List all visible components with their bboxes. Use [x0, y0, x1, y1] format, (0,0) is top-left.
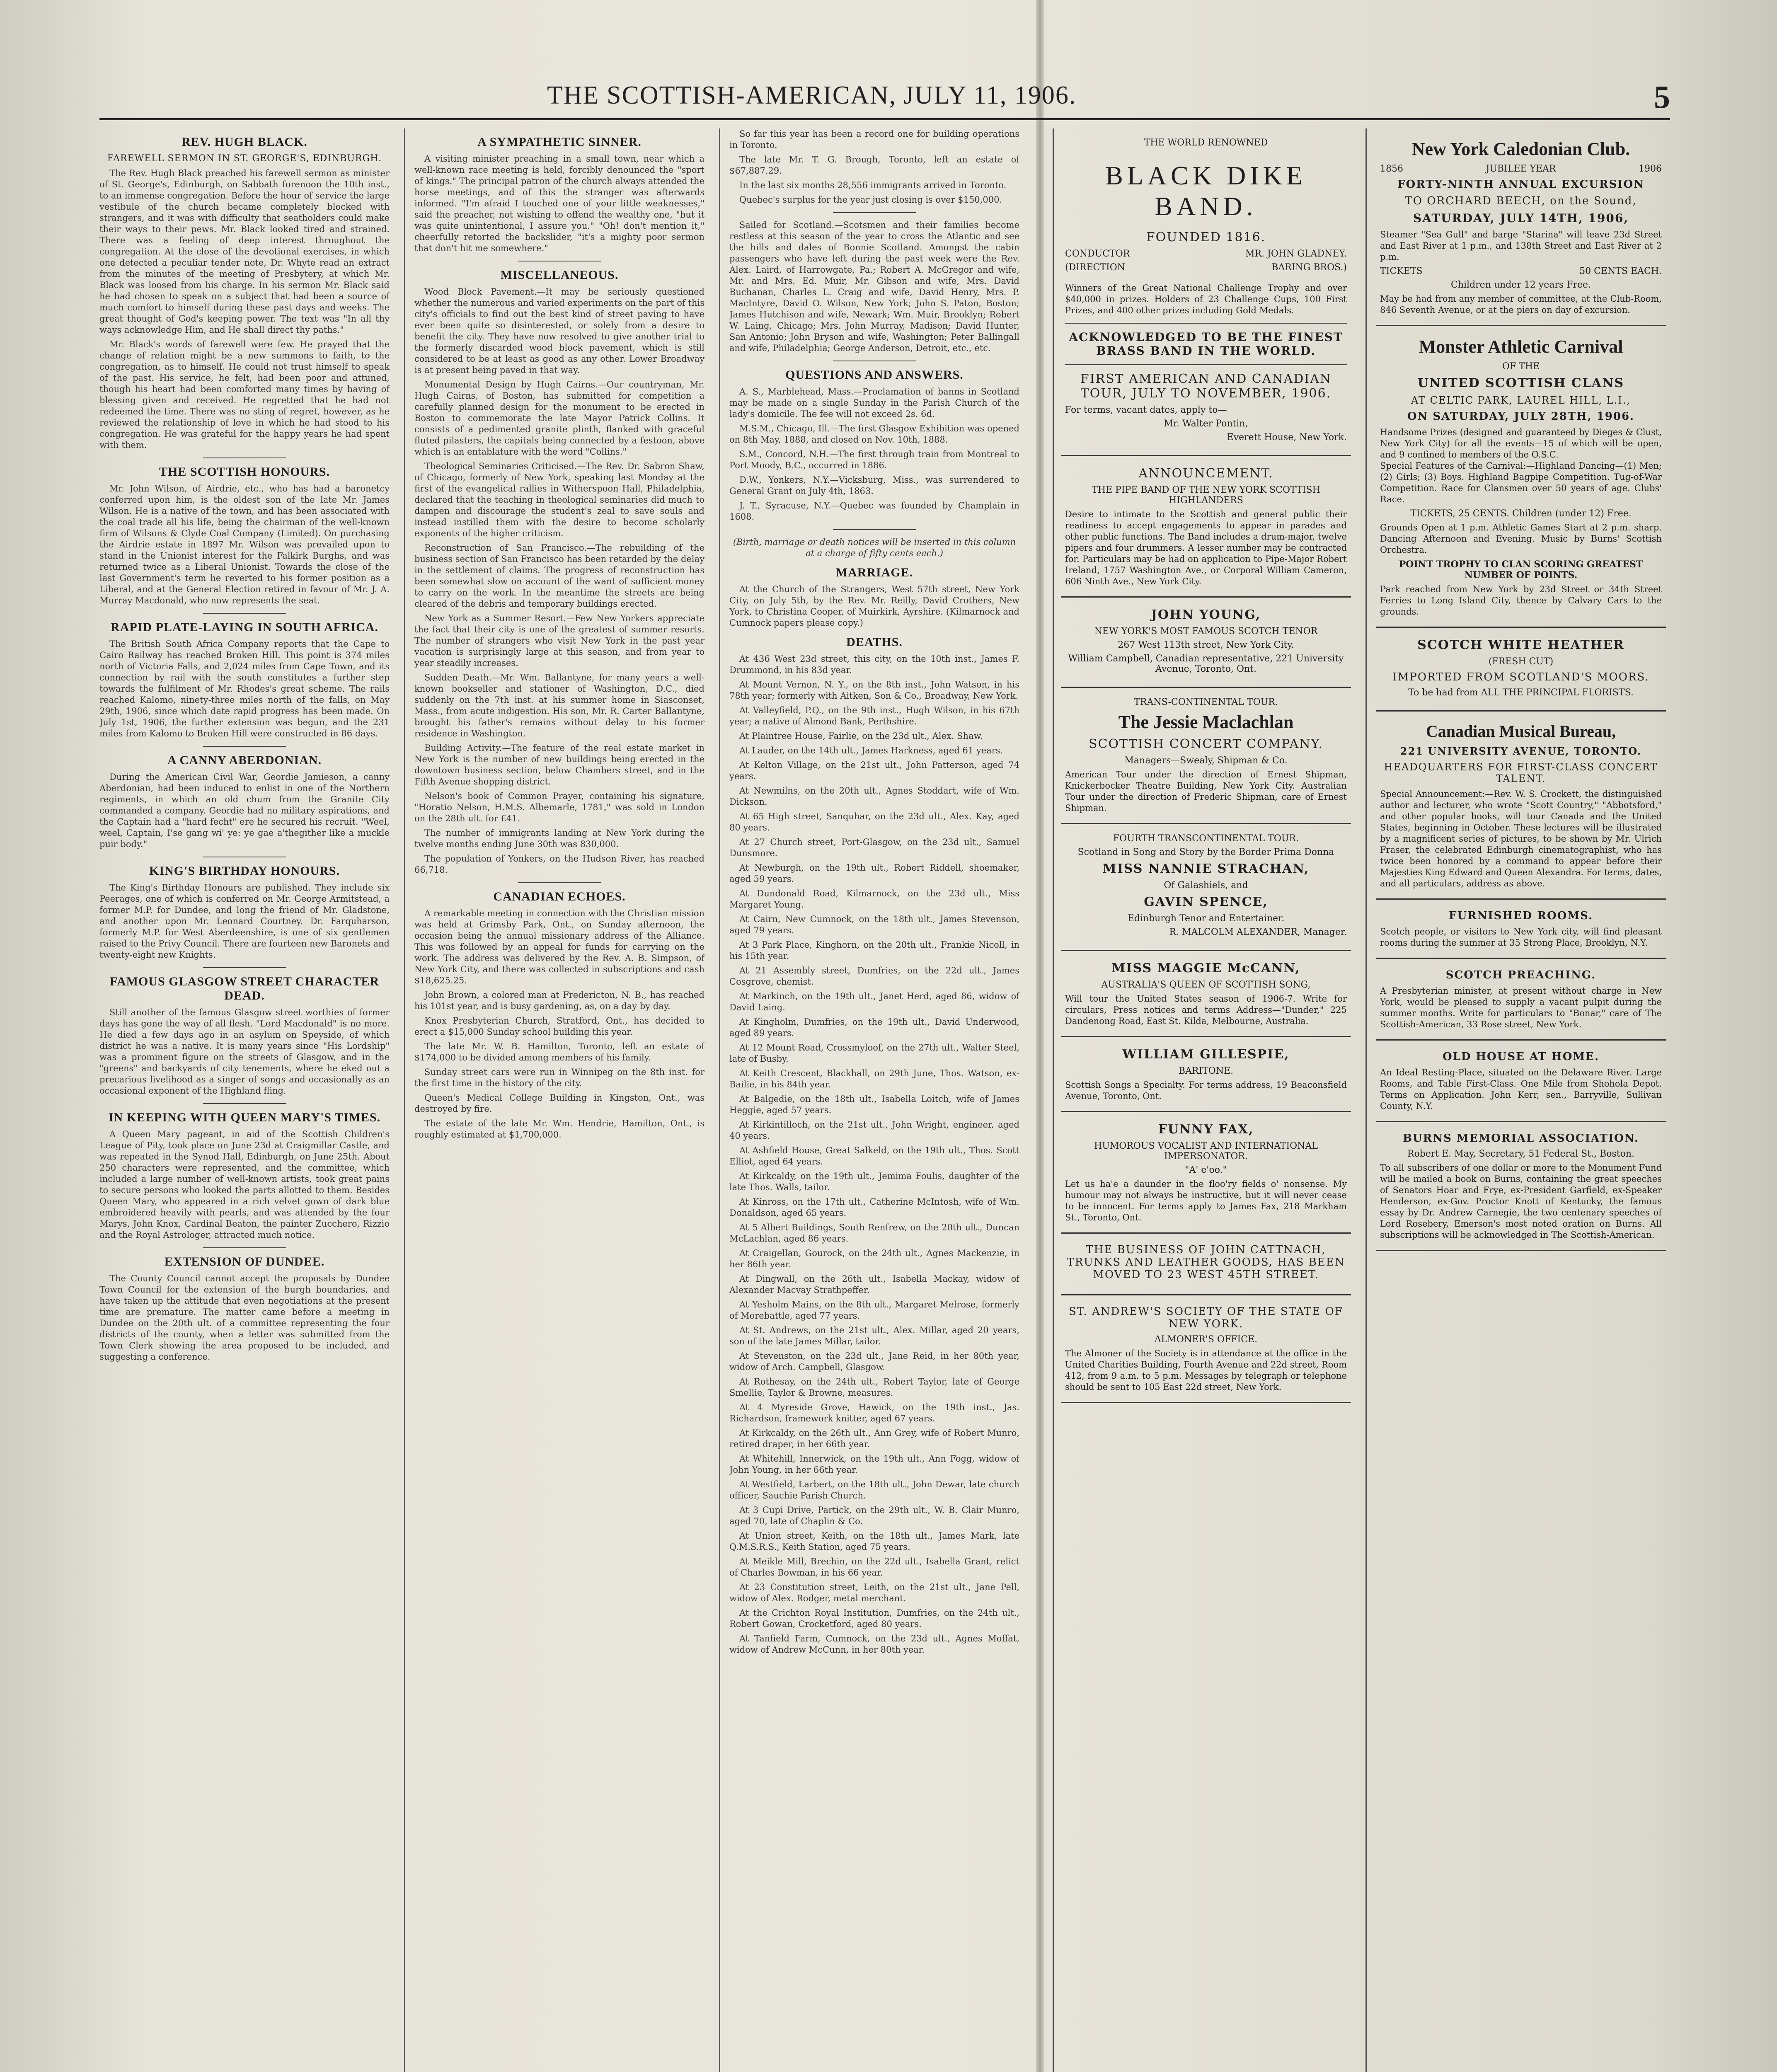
paragraph: The King's Birthday Honours are published. They include six Peerages, one of which is conferred on Mr. George Armitstead, a former M.P. for Dundee, and long the friend of Mr. Gladstone, and another upon Mr. Leonard Courtney. Dr. Farquharson, formerly M.P. for West Aberdeenshire, is one of six gentlemen raised to the Privy Council. There are fourteen new Baronets and twenty-eight new Knights. — [99, 883, 390, 960]
article-subtitle: FAREWELL SERMON IN ST. GEORGE'S, EDINBURGH. — [107, 153, 382, 164]
list-item: At 21 Assembly street, Dumfries, on the 22d ult., James Cosgrove, chemist. — [729, 966, 1019, 987]
list-item: At Kingholm, Dumfries, on the 19th ult., David Underwood, aged 89 years. — [729, 1017, 1019, 1038]
list-item: At Kirkcaldy, on the 26th ult., Ann Grey, wife of Robert Munro, retired draper, in her 66th year. — [729, 1428, 1019, 1449]
list-item: At 12 Mount Road, Crossmyloof, on the 27th ult., Walter Steel, late of Busby. — [729, 1043, 1019, 1064]
list-item: At Plaintree House, Fairlie, on the 23d ult., Alex. Shaw. — [739, 731, 983, 741]
ad-title: Canadian Musical Bureau, — [1426, 722, 1616, 741]
tickets-row — [1380, 266, 1662, 276]
list-item: At Kirkcaldy, on the 19th ult., Jemima Foulis, daughter of the late Thos. Walls, tailor. — [729, 1171, 1019, 1192]
ad-address: 221 UNIVERSITY AVENUE, TORONTO. — [1400, 745, 1642, 757]
list-item: At Mount Vernon, N. Y., on the 8th inst., John Watson, in his 78th year; formerly with Aitken, Son & Co., Broadway, New York. — [729, 680, 1019, 701]
tickets-label: TICKETS — [1380, 266, 1423, 276]
list-item: At Dingwall, on the 26th ult., Isabella Mackay, widow of Alexander Macvay Strathpeffer. — [729, 1274, 1019, 1295]
ad-text: For terms, vacant dates, apply to— — [1065, 405, 1227, 415]
paragraph: Sailed for Scotland.—Scotsmen and their families become restless at this season of the year to cross the Atlantic and see the hills and dales of Bonnie Scotland. Amongst the cabin passengers who have left during the past week were the Rev. Alex. Laird, of Harrowgate, Pa.; Robert A. McGregor and wife, Mr. and Mrs. Ed. Muir, Mr. Gibson and wife, Mrs. David Buchanan, Charles L. Craig and wife, David Henry, Mrs. P. MacIntyre, David O. Wilson, New York; John S. Paton, Boston; James Hutchison and wife, Newark; Wm. Muir, Brooklyn; Robert W. Laing, Chicago; Mrs. John Murray, Madison; David Hunter, San Antonio; John Bryson and wife, Washington; Peter Ballingall and wife, Philadelphia; George Anderson, Detroit, etc., etc. — [729, 220, 1019, 353]
ad-text: A Presbyterian minister, at present without charge in New York, would be pleased to supply a vacant pulpit during the summer months. Write for particulars to "Bonar," care of The Scottish-American, 33 Rose street, New York. — [1380, 986, 1662, 1029]
article-body — [99, 882, 390, 961]
page-number: 5 — [1654, 79, 1670, 115]
paragraph: Building Activity.—The feature of the real estate market in New York is the number of new buildings being erected in the downtown business section, below Chambers street, and in the Fifth Avenue shopping district. — [414, 743, 705, 787]
notice: (Birth, marriage or death notices will be inserted in this column at a charge of fifty cents each.) — [733, 537, 1016, 558]
paragraph: Wood Block Pavement.—It may be seriously questioned whether the numerous and varied experiments on the part of this city's officials to find out the best kind of street paving to have ever been quite so disinterested, or solely from a desire to benefit the city. They have now resolved to give another trial to the formerly discarded wood block pavement, which is still considered to be at least as good as any other. Lower Broadway is at present being paved in that way. — [414, 287, 705, 375]
ad-text: Desire to intimate to the Scottish and general public their readiness to accept engagements to appear in parades and other public functions. The Band includes a drum-major, twelve pipers and four drummers. A lesser number may be contracted for. Particulars may be had on application to Pipe-Major Robert Ireland, 1757 Washington Ave., or Corporal William Cameron, 606 Ninth Ave., New York City. — [1065, 509, 1347, 586]
direction-row — [1065, 262, 1347, 273]
ad-text: Steamer "Sea Gull" and barge "Starina" will leave 23d Street and East River at 1 p.m., and 138th Street and East River at 2 p.m. — [1380, 230, 1662, 262]
list-item: At Meikle Mill, Brechin, on the 22d ult., Isabella Grant, relict of Charles Bowman, in his 66 year. — [729, 1556, 1019, 1578]
ad-text: OF THE — [1502, 361, 1540, 372]
paragraph: The population of Yonkers, on the Hudson River, has reached 66,718. — [414, 854, 705, 875]
article-body — [414, 286, 705, 876]
paragraph: At the Church of the Strangers, West 57th street, New York City, on July 5th, by the Rev. Mr. Reilly, David Crothers, New York, to Christina Cooper, of Muirkirk, Ayrshire. (Kilmarnock and Cumnock papers please copy.) — [729, 584, 1019, 628]
ad-secretary: Robert E. May, Secretary, 51 Federal St., Boston. — [1407, 1149, 1635, 1159]
article-body — [414, 908, 705, 1140]
paragraph: Monumental Design by Hugh Cairns.—Our countryman, Mr. Hugh Cairns, of Boston, has submitted for competition a carefully planned design for the monument to be erected in Boston to commemorate the late Mayor Patrick Collins. It consists of a pedimented granite plinth, flanked with graceful fluted pilasters, the capitals being connected by a festoon, above which is an entablature with the word "Collins." — [414, 380, 705, 457]
ad-text: Park reached from New York by 23d Street or 34th Street Ferries to Long Island City, thence by Calvary Cars to the grounds. — [1380, 584, 1662, 617]
direction-label: (DIRECTION — [1065, 262, 1126, 273]
ad-caledonian-club — [1376, 128, 1666, 326]
year-right: 1906 — [1638, 164, 1662, 174]
article-title: RAPID PLATE-LAYING IN SOUTH AFRICA. — [111, 620, 378, 634]
ad-title: SCOTCH WHITE HEATHER — [1417, 638, 1624, 652]
column-1 — [99, 128, 390, 2072]
paragraph: The late Mr. W. B. Hamilton, Toronto, left an estate of $174,000 to be divided among members of his family. — [414, 1041, 705, 1063]
article-body — [729, 128, 1019, 206]
list-item: At Cairn, New Cumnock, on the 18th ult., James Stevenson, aged 79 years. — [729, 914, 1019, 935]
conductor-name: MR. JOHN GLADNEY. — [1245, 249, 1347, 259]
ad-william-gillespie — [1061, 1037, 1351, 1112]
ad-text: Of Galashiels, and — [1164, 880, 1248, 891]
paragraph: The County Council cannot accept the proposals by Dundee Town Council for the extension of the burgh boundaries, and have taken up the attitude that even negotiations at the present time are premature. The matter came before a meeting in Dundee on the 20th ult. of a committee representing the four districts of the county, when a letter was submitted from the Town Clerk showing the area proposed to be included, and suggesting a conference. — [99, 1273, 390, 1362]
ad-tickets: TICKETS, 25 CENTS. Children (under 12) Free. — [1410, 508, 1632, 519]
conductor-label: CONDUCTOR — [1065, 249, 1130, 259]
article-title: A CANNY ABERDONIAN. — [167, 753, 322, 767]
tour-line: FIRST AMERICAN AND CANADIAN TOUR, JULY TO NOVEMBER, 1906. — [1080, 372, 1332, 401]
column-rule — [1365, 128, 1367, 2072]
paragraph: A remarkable meeting in connection with the Christian mission was held at Grimsby Park, Ont., on Sunday afternoon, the occasion being the annual missionary address of the Alliance. This was followed by an appeal for funds for carrying on the work. The address was delivered by the Rev. A. B. Simpson, of New York City, and there was collected in subscriptions and cash $18,625.25. — [414, 908, 705, 985]
ad-black-dike-band — [1061, 128, 1351, 456]
list-item: At St. Andrews, on the 21st ult., Alex. Millar, aged 20 years, son of the late James Millar, tailor. — [729, 1325, 1019, 1346]
divider — [203, 457, 286, 458]
ad-text: Managers—Swealy, Shipman & Co. — [1124, 755, 1288, 766]
ad-title: The Jessie Maclachlan — [1118, 712, 1294, 732]
ad-white-heather — [1376, 628, 1666, 712]
ad-heading: TRANS-CONTINENTAL TOUR. — [1134, 697, 1278, 707]
article-body — [729, 386, 1019, 523]
ad-subtitle: NEW YORK'S MOST FAMOUS SCOTCH TENOR — [1094, 626, 1318, 637]
ad-title: SCOTCH PREACHING. — [1445, 969, 1596, 981]
list-item: At 4 Myreside Grove, Hawick, on the 19th inst., Jas. Richardson, framework knitter, aged 67 years. — [729, 1402, 1019, 1423]
list-item: At Craigellan, Gourock, on the 24th ult., Agnes Mackenzie, in her 86th year. — [729, 1248, 1019, 1269]
list-item: At 3 Cupi Drive, Partick, on the 29th ult., W. B. Clair Munro, aged 70, late of Chaplin & Co. — [729, 1505, 1019, 1526]
paragraph: A visiting minister preaching in a small town, near which a well-known race meeting is held, forcibly denounced the "sport of kings." The principal patron of the church always attended the horse meetings, and of this the stranger was afterwards informed. "I'm afraid I touched one of your little weaknesses," said the preacher, not wishing to offend the wealthy one, "but it was quite unintentional, I assure you." "Oh! don't mention it," cheerfully retorted the backslider, "it's a mighty poor sermon that don't hit me somewhere." — [414, 154, 705, 253]
ad-subtitle: AUSTRALIA'S QUEEN OF SCOTTISH SONG, — [1101, 980, 1311, 990]
paragraph: Queen's Medical College Building in Kingston, Ont., was destroyed by fire. — [414, 1093, 705, 1114]
paragraph: Mr. John Wilson, of Airdrie, etc., who has had a baronetcy conferred upon him, is the oldest son of the late Mr. James Wilson. He is a native of the town, and has been associated with the coal trade all his life, being the chairman of the well-known firm of Wilsons & Clyde Coal Company (Limited). On purchasing the Airdrie estate in 1897 Mr. Wilson was prevailed upon to stand in the Unionist interest for the Falkirk Burghs, and was returned twice as a Liberal Unionist. Towards the close of the last Government's term he reverted to his former position as a Liberal, and at the General Election retired in favour of Mr. J. A. Murray Macdonald, who now represents the seat. — [99, 484, 390, 605]
ad-text: Grounds Open at 1 p.m. Athletic Games Start at 2 p.m. sharp. Dancing Afternoon and Evening. Music by Burns' Scottish Orchestra. — [1380, 523, 1662, 555]
ad-nannie-strachan — [1061, 824, 1351, 951]
list-item: At Markinch, on the 19th ult., Janet Herd, aged 86, widow of David Laing. — [729, 991, 1019, 1012]
direction-name: BARING BROS.) — [1271, 262, 1347, 273]
article-body — [99, 772, 390, 850]
ad-text: An Ideal Resting-Place, situated on the Delaware River. Large Rooms, and Table First-Class. One Mile from Shohola Depot. Terms on Application. John Kerr, sen., Barryville, Sullivan County, N.Y. — [1380, 1067, 1662, 1111]
ad-text: Edinburgh Tenor and Entertainer. — [1127, 913, 1285, 924]
masthead — [99, 81, 1670, 120]
ad-title: JOHN YOUNG, — [1151, 608, 1261, 622]
list-item: At Yesholm Mains, on the 8th ult., Margaret Melrose, formerly of Morebattle, aged 77 years. — [729, 1300, 1019, 1321]
list-item: At Union street, Keith, on the 18th ult., James Mark, late Q.M.S.R.S., Keith Station, aged 75 years. — [729, 1531, 1019, 1552]
ad-title: BURNS MEMORIAL ASSOCIATION. — [1403, 1132, 1639, 1145]
ad-funny-fax — [1061, 1112, 1351, 1234]
ad-title: FURNISHED ROOMS. — [1448, 910, 1593, 922]
list-item: At Keith Crescent, Blackhall, on 29th June, Thos. Watson, ex-Bailie, in his 84th year. — [729, 1068, 1019, 1089]
divider — [833, 212, 916, 213]
paragraph: Reconstruction of San Francisco.—The rebuilding of the business section of San Francisco has been retarded by the delay in the settlement of claims. The progress of reconstruction has been somewhat slow on account of the want of sufficient money to carry on the work. In the meantime the streets are being cleared of the debris and temporary buildings erected. — [414, 543, 705, 609]
article-title: A SYMPATHETIC SINNER. — [477, 135, 642, 149]
paragraph: The Rev. Hugh Black preached his farewell sermon as minister of St. George's, Edinburgh, on Sabbath forenoon the 10th inst., to an immense congregation. Before the hour of service the large vestibule of the church became completely blocked with strangers, and it was with difficulty that seatholders could make their ways to their pews. Mr. Black looked tired and strained. There was a feeling of deep interest throughout the congregation. At the close of the devotional exercises, in which one detected a peculiar tender note, Dr. Whyte read an extract from the minutes of the meeting of Presbytery, at which Mr. Black was loosed from his charge. In his sermon Mr. Black said he had chosen to speak on a subject that had been a source of much comfort to himself during these past days and weeks. The great thought of God's keeping power. The text was "In all thy ways acknowledge Him, and He shall direct thy paths." — [99, 168, 390, 335]
divider — [203, 746, 286, 747]
ad-subtitle: FORTY-NINTH ANNUAL EXCURSION — [1397, 178, 1644, 191]
ad-subtitle: ALMONER'S OFFICE. — [1154, 1334, 1258, 1345]
paragraph: In the last six months 28,556 immigrants arrived in Toronto. — [739, 180, 1007, 190]
ad-title: ANNOUNCEMENT. — [1138, 466, 1273, 481]
agent-address: Everett House, New York. — [1227, 432, 1347, 443]
deaths-list — [729, 654, 1019, 1656]
paragraph: M.S.M., Chicago, Ill.—The first Glasgow Exhibition was opened on 8th May, 1888, and closed on Nov. 10th, 1888. — [729, 424, 1019, 445]
article-body — [99, 168, 390, 451]
article-title: THE SCOTTISH HONOURS. — [159, 465, 330, 479]
list-item: At Stevenston, on the 23d ult., Jane Reid, in her 80th year, widow of Arch. Campbell, Glasgow. — [729, 1351, 1019, 1372]
center-fold — [1036, 0, 1044, 2072]
ad-jessie-maclachlan — [1061, 688, 1351, 824]
ad-subtitle: BARITONE. — [1178, 1066, 1234, 1076]
column-rule — [719, 128, 720, 2072]
list-item: At 23 Constitution street, Leith, on the 21st ult., Jane Pell, widow of Alex. Rodger, metal merchant. — [729, 1582, 1019, 1603]
article-title: MISCELLANEOUS. — [500, 268, 619, 282]
ad-john-cattnach — [1061, 1234, 1351, 1295]
article-title: EXTENSION OF DUNDEE. — [164, 1255, 325, 1268]
divider — [518, 882, 601, 883]
divider — [1065, 323, 1347, 324]
article-title: IN KEEPING WITH QUEEN MARY'S TIMES. — [108, 1111, 381, 1124]
ad-title: ST. ANDREW'S SOCIETY OF THE STATE OF NEW YORK. — [1069, 1305, 1343, 1330]
article-body — [729, 584, 1019, 629]
paragraph: The number of immigrants landing at New York during the twelve months ending June 30th was 830,000. — [414, 828, 705, 849]
ad-subtitle: SCOTTISH CONCERT COMPANY. — [1088, 737, 1324, 751]
list-item: At Westfield, Larbert, on the 18th ult., John Dewar, late church officer, Sauchie Parish Church. — [729, 1479, 1019, 1501]
ad-manager: R. MALCOLM ALEXANDER, Manager. — [1169, 927, 1347, 937]
article-title: KING'S BIRTHDAY HONOURS. — [149, 864, 340, 878]
list-item: At Whitehill, Innerwick, on the 19th ult., Ann Fogg, widow of John Young, in her 66th year. — [729, 1454, 1019, 1475]
ad-heading: FOURTH TRANSCONTINENTAL TOUR. — [1113, 833, 1299, 844]
list-item: At Newburgh, on the 19th ult., Robert Riddell, shoemaker, aged 59 years. — [729, 863, 1019, 884]
ad-text: To be had from ALL THE PRINCIPAL FLORISTS. — [1408, 687, 1634, 698]
ad-burns-memorial — [1376, 1122, 1666, 1251]
divider — [203, 1247, 286, 1248]
ad-text: Children under 12 years Free. — [1451, 280, 1591, 290]
list-item: At 436 West 23d street, this city, on the 10th inst., James F. Drummond, in his 83d year. — [729, 654, 1019, 675]
ad-title: MISS NANNIE STRACHAN, — [1102, 862, 1310, 876]
ad-subtitle: IMPORTED FROM SCOTLAND'S MOORS. — [1392, 671, 1649, 683]
jubilee-row — [1380, 164, 1662, 174]
ad-title: MISS MAGGIE McCANN, — [1111, 961, 1300, 975]
ad-text: Scottish Songs a Specialty. For terms address, 19 Beaconsfield Avenue, Toronto, Ont. — [1065, 1080, 1347, 1101]
year-left: 1856 — [1380, 164, 1403, 174]
divider — [203, 967, 286, 968]
ad-maggie-mccann — [1061, 951, 1351, 1037]
paragraph: A. S., Marblehead, Mass.—Proclamation of banns in Scotland may be made on a single Sunday in the Parish Church of the lady's domicile. The fee will not exceed 2s. 6d. — [729, 387, 1019, 419]
ad-highlight: ACKNOWLEDGED TO BE THE FINEST BRASS BAND IN THE WORLD. — [1069, 330, 1343, 358]
ad-pipe-band — [1061, 456, 1351, 598]
ad-address: 267 West 113th street, New York City. — [1118, 640, 1294, 650]
article-body — [99, 1129, 390, 1241]
ad-canadian-musical-bureau — [1376, 712, 1666, 900]
article-title: QUESTIONS AND ANSWERS. — [785, 368, 964, 382]
band-name: BLACK DIKE BAND. — [1105, 161, 1307, 221]
paragraph: Still another of the famous Glasgow street worthies of former days has gone the way of all flesh. "Lord Macdonald" is no more. He died a few days ago in an asylum on Speyside, of which district he was a native. It is many years since "His Lordship" was a prominent figure on the streets of Glasgow, and in the "greens" and backyards of city tenements, where he eked out a precarious livelihood as a singer of songs and occasionally as an occasional exponent of the Highland fling. — [99, 1007, 390, 1096]
list-item: At 3 Park Place, Kinghorn, on the 20th ult., Frankie Nicoll, in his 15th year. — [729, 940, 1019, 961]
list-item: At the Crichton Royal Institution, Dumfries, on the 24th ult., Robert Gowan, Crocketford, aged 80 years. — [729, 1608, 1019, 1629]
ad-subtitle: HUMOROUS VOCALIST AND INTERNATIONAL IMPERSONATOR. — [1094, 1141, 1318, 1162]
column-2 — [414, 128, 705, 2072]
ad-text: Winners of the Great National Challenge Trophy and over $40,000 in prizes. Holders of 23 Challenge Cups, 100 First Prizes, and 400 other prizes including Gold Medals. — [1065, 283, 1347, 315]
list-item: At Ashfield House, Great Salkeld, on the 19th ult., Thos. Scott Elliot, aged 64 years. — [729, 1145, 1019, 1167]
column-5 — [1376, 128, 1666, 2072]
paragraph: Quebec's surplus for the year just closing is over $150,000. — [739, 195, 1002, 205]
paragraph: So far this year has been a record one for building operations in Toronto. — [729, 129, 1019, 150]
list-item: At 5 Albert Buildings, South Renfrew, on the 20th ult., Duncan McLachlan, aged 86 years. — [729, 1222, 1019, 1244]
ad-title: OLD HOUSE AT HOME. — [1442, 1051, 1600, 1063]
column-rule — [404, 128, 405, 2072]
ad-subtitle: HEADQUARTERS FOR FIRST-CLASS CONCERT TALENT. — [1384, 761, 1658, 784]
paragraph: Sunday street cars were run in Winnipeg on the 8th inst. for the first time in the history of the city. — [414, 1067, 705, 1088]
ad-text: THE BUSINESS OF JOHN CATTNACH, TRUNKS AND LEATHER GOODS, HAS BEEN MOVED TO 23 WEST 45TH STREET. — [1067, 1244, 1345, 1281]
ad-date: ON SATURDAY, JULY 28TH, 1906. — [1407, 410, 1635, 423]
article-body — [99, 1007, 390, 1097]
list-item: At Kelton Village, on the 21st ult., John Patterson, aged 74 years. — [729, 760, 1019, 781]
divider — [203, 613, 286, 614]
ad-scotch-preaching — [1376, 959, 1666, 1041]
ad-subtitle: THE PIPE BAND OF THE NEW YORK SCOTTISH HIGHLANDERS — [1092, 485, 1320, 506]
article-body — [414, 153, 705, 254]
paragraph: The British South Africa Company reports that the Cape to Cairo Railway has reached Broken Hill. This point is 374 miles north of Victoria Falls, and 2,024 miles from Cape Town, and its connection by rail with the south constitutes a further step towards the fulfilment of Mr. Rhodes's great scheme. The rails reached Kalomo, ninety-three miles north of the falls, on May 29th, 1906, since which date rapid progress has been made. On July 1st, 1906, the further extension was begun, and the 231 miles from Kalomo to Broken Hill were constructed in 86 days. — [99, 639, 390, 738]
ad-st-andrews-society — [1061, 1295, 1351, 1403]
section-title: DEATHS. — [846, 635, 903, 649]
paragraph: A Queen Mary pageant, in aid of the Scottish Children's League of Pity, took place on June 23d at Craigmillar Castle, and was repeated in the Synod Hall, Edinburgh, on June 25th. About 250 characters were represented, and the committee, which included a large number of well-known artists, took great pains to secure persons who looked the parts allotted to them. Besides Queen Mary, who appeared in a rich velvet gown of dark blue embroidered heavily with pearls, and was attended by the four Marys, John Knox, Cardinal Beaton, the painter Zucchero, Rizzio and the Royal Astrologer, attracted much notice. — [99, 1129, 390, 1240]
ad-title: FUNNY FAX, — [1158, 1122, 1254, 1137]
ad-text: Let us ha'e a daunder in the floo'ry fields o' nonsense. My humour may not always be instructive, but it will never cease to be innocent. For terms apply to James Fax, 218 Markham St., Toronto, Ont. — [1065, 1179, 1347, 1222]
ad-title: GAVIN SPENCE, — [1144, 895, 1268, 909]
tickets-price: 50 CENTS EACH. — [1579, 266, 1662, 276]
column-3 — [729, 128, 1019, 2072]
masthead-title: THE SCOTTISH-AMERICAN, JULY 11, 1906. — [547, 81, 1077, 109]
ad-text: Handsome Prizes (designed and guaranteed by Dieges & Clust, New York City) for all the events—15 of which will be open, and 9 confined to members of the O.S.C. — [1380, 427, 1662, 460]
paragraph: The estate of the late Mr. Wm. Hendrie, Hamilton, Ont., is roughly estimated at $1,700,000. — [414, 1118, 705, 1140]
paragraph: During the American Civil War, Geordie Jamieson, a canny Aberdonian, had been induced to enlist in one of the Northern regiments, in which an old chum from the Granite City commanded a company. Geordie had no military aspirations, and the Captain had a "hard fecht" ere he secured his recruit. "Weel, weel, Captain, I'se gang wi' ye: ye gae a'thegither like a muckle puir body." — [99, 772, 390, 849]
ad-text: Special Features of the Carnival:—Highland Dancing—(1) Men; (2) Girls; (3) Boys. Highland Bagpipe Competition. Tug-of-War Competition. Race for Clansmen over 50 years of age. Clubs' Race. — [1380, 461, 1662, 504]
paragraph: Sudden Death.—Mr. Wm. Ballantyne, for many years a well-known bookseller and stationer of Washington, D.C., died suddenly on the 7th inst. at his summer home in Siasconset, Mass., from acute indigestion. His son, Mr. R. Carter Ballantyne, brought his father's remains without delay to his former residence in Washington. — [414, 673, 705, 738]
ad-title: New York Caledonian Club. — [1411, 139, 1630, 159]
ad-text: POINT TROPHY TO CLAN SCORING GREATEST NUMBER OF POINTS. — [1399, 559, 1643, 581]
ad-text: Scotch people, or visitors to New York city, will find pleasant rooms during the summer at 35 Strong Place, Brooklyn, N.Y. — [1380, 927, 1662, 948]
paragraph: John Brown, a colored man at Fredericton, N. B., has reached his 101st year, and is busy gardening, as, on a day by day. — [414, 990, 705, 1011]
article-title: REV. HUGH BLACK. — [182, 135, 307, 149]
ad-text: Will tour the United States season of 1906-7. Write for circulars, Press notices and terms Address—"Dunder," 225 Dandenong Road, East St. Kilda, Melbourne, Australia. — [1065, 994, 1347, 1026]
ad-motto: "A' e'oo." — [1185, 1165, 1227, 1175]
list-item: At Kirkintilloch, on the 21st ult., John Wright, engineer, aged 40 years. — [729, 1120, 1019, 1141]
paragraph: Knox Presbyterian Church, Stratford, Ont., has decided to erect a $15,000 Sunday school building this year. — [414, 1016, 705, 1037]
ad-text: Scotland in Song and Story by the Border Prima Donna — [1077, 847, 1334, 857]
ad-title: Monster Athletic Carnival — [1419, 336, 1623, 357]
paragraph: S.M., Concord, N.H.—The first through train from Montreal to Port Moody, B.C., occurred in 1886. — [729, 449, 1019, 470]
ad-text: To all subscribers of one dollar or more to the Monument Fund will be mailed a book on Burns, containing the great speeches of Senators Hoar and Frye, ex-President Garfield, ex-Speaker Henderson, ex-Gov. Proctor Knott of Kentucky, the famous essay by Dr. Andrew Carnegie, the two centenary speeches of Lord Rosebery, Emerson's most noted oration on Burns. All subscriptions will be acknowledged in The Scottish-American. — [1380, 1163, 1662, 1240]
list-item: At 27 Church street, Port-Glasgow, on the 23d ult., Samuel Dunsmore. — [729, 837, 1019, 858]
ad-old-house — [1376, 1041, 1666, 1122]
list-item: At Balgedie, on the 18th ult., Isabella Loitch, wife of James Heggie, aged 57 years. — [729, 1094, 1019, 1115]
list-item: At 65 High street, Sanquhar, on the 23d ult., Alex. Kay, aged 80 years. — [729, 811, 1019, 833]
paragraph: Nelson's book of Common Prayer, containing his signature, "Horatio Nelson, H.M.S. Albemarle, 1781," was sold in London on the 28th ult. for £41. — [414, 791, 705, 823]
section-title: MARRIAGE. — [835, 566, 913, 579]
ad-text: William Campbell, Canadian representative, 221 University Avenue, Toronto, Ont. — [1068, 654, 1344, 674]
paragraph: New York as a Summer Resort.—Few New Yorkers appreciate the fact that their city is one of the greatest of summer resorts. The number of strangers who visit New York in the past year vacation is surprisingly large at this season, and from year to year steadily increases. — [414, 613, 705, 668]
divider — [203, 1103, 286, 1104]
divider — [1065, 364, 1347, 365]
article-title: FAMOUS GLASGOW STREET CHARACTER DEAD. — [109, 975, 380, 1002]
year-label: JUBILEE YEAR — [1486, 164, 1556, 174]
column-4 — [1061, 128, 1351, 2072]
list-item: At Dundonald Road, Kilmarnock, on the 23d ult., Miss Margaret Young. — [729, 888, 1019, 910]
article-body — [99, 639, 390, 739]
paragraph: Theological Seminaries Criticised.—The Rev. Dr. Sabron Shaw, of Chicago, formerly of New York, speaking last Monday at the first of the evangelical rallies in Witherspoon Hall, Philadelphia, declared that the teaching in theological seminaries did much to dampen and discourage the student's zeal to save souls and instead instilled them with the desire to become scholarly exponents of the higher criticism. — [414, 461, 705, 538]
paragraph: Mr. Black's words of farewell were few. He prayed that the change of relation might be a new summons to faith, to the congregation, as to himself. He could not trust himself to speak of the past. His service, he felt, had been poor and attuned, though his heart had been comforted many times by having of blessing given and received. He regretted that he had not redeemed the time. There was no sting of regret, however, as he reviewed the relationship of love in which he had stood to his congregation. He was grateful for the happy years he had spent with them. — [99, 339, 390, 450]
ad-text: TO ORCHARD BEECH, on the Sound, — [1405, 195, 1637, 207]
ad-furnished-rooms — [1376, 900, 1666, 959]
ad-place: AT CELTIC PARK, LAUREL HILL, L.I., — [1411, 395, 1631, 406]
article-body — [99, 483, 390, 606]
list-item: At Tanfield Farm, Cumnock, on the 23d ult., Agnes Moffat, widow of Andrew McCunn, in her 80th year. — [729, 1634, 1019, 1655]
founded-line: FOUNDED 1816. — [1146, 230, 1266, 244]
paragraph: The late Mr. T. G. Brough, Toronto, left an estate of $67,887.29. — [729, 155, 1019, 176]
ad-subtitle: UNITED SCOTTISH CLANS — [1417, 376, 1624, 390]
ad-text: (FRESH CUT) — [1488, 656, 1554, 667]
ad-text: Special Announcement:—Rev. W. S. Crockett, the distinguished author and lecturer, who wrote "Scott Country," "Abbotsford," and other popular books, will tour Canada and the United States, beginning in October. These lectures will be illustrated by a magnificent series of pictures, to be shown by Mr. Ulrich Fraser, the celebrated Edinburgh cinematographist, who has twice been honored by a command to appear before their Majesties King Edward and Queen Alexandra. For terms, dates, and all particulars, address as above. — [1380, 789, 1662, 888]
list-item: At Kinross, on the 17th ult., Catherine McIntosh, wife of Wm. Donaldson, aged 65 years. — [729, 1197, 1019, 1218]
list-item: At Valleyfield, P.Q., on the 9th inst., Hugh Wilson, in his 67th year; a native of Almond Bank, Perthshire. — [729, 705, 1019, 726]
divider — [833, 529, 916, 530]
ad-heading: THE WORLD RENOWNED — [1144, 138, 1268, 148]
ad-text: The Almoner of the Society is in attendance at the office in the United Charities Building, Fourth Avenue and 22d street, Room 412, from 9 a.m. to 5 p.m. Messages by telegraph or telephone should be sent to 105 East 22d street, New York. — [1065, 1348, 1347, 1392]
paragraph: J. T., Syracuse, N.Y.—Quebec was founded by Champlain in 1608. — [729, 501, 1019, 522]
ad-date: SATURDAY, JULY 14TH, 1906, — [1413, 211, 1629, 225]
article-title: CANADIAN ECHOES. — [493, 890, 626, 903]
ad-text: American Tour under the direction of Ernest Shipman, Knickerbocker Theatre Building, New York City. Australian Tour under the direction of Frederic Shipman, care of Ernest Shipman. — [1065, 770, 1347, 813]
article-body — [99, 1273, 390, 1363]
list-item: At Lauder, on the 14th ult., James Harkness, aged 61 years. — [739, 746, 1003, 755]
column-rule — [1053, 128, 1054, 2072]
list-item: At Newmilns, on the 20th ult., Agnes Stoddart, wife of Wm. Dickson. — [729, 786, 1019, 807]
ad-john-young — [1061, 598, 1351, 688]
ad-text: May be had from any member of committee, at the Club-Room, 846 Seventh Avenue, or at the piers on day of excursion. — [1380, 294, 1662, 315]
article-body — [729, 220, 1019, 354]
ad-title: WILLIAM GILLESPIE, — [1122, 1047, 1290, 1062]
list-item: At Rothesay, on the 24th ult., Robert Taylor, late of George Smellie, Taylor & Browne, measures. — [729, 1377, 1019, 1398]
agent-name: Mr. Walter Pontin, — [1164, 419, 1248, 429]
paragraph: D.W., Yonkers, N.Y.—Vicksburg, Miss., was surrendered to General Grant on July 4th, 1863. — [729, 475, 1019, 496]
conductor-row — [1065, 249, 1347, 259]
ad-athletic-carnival — [1376, 326, 1666, 628]
